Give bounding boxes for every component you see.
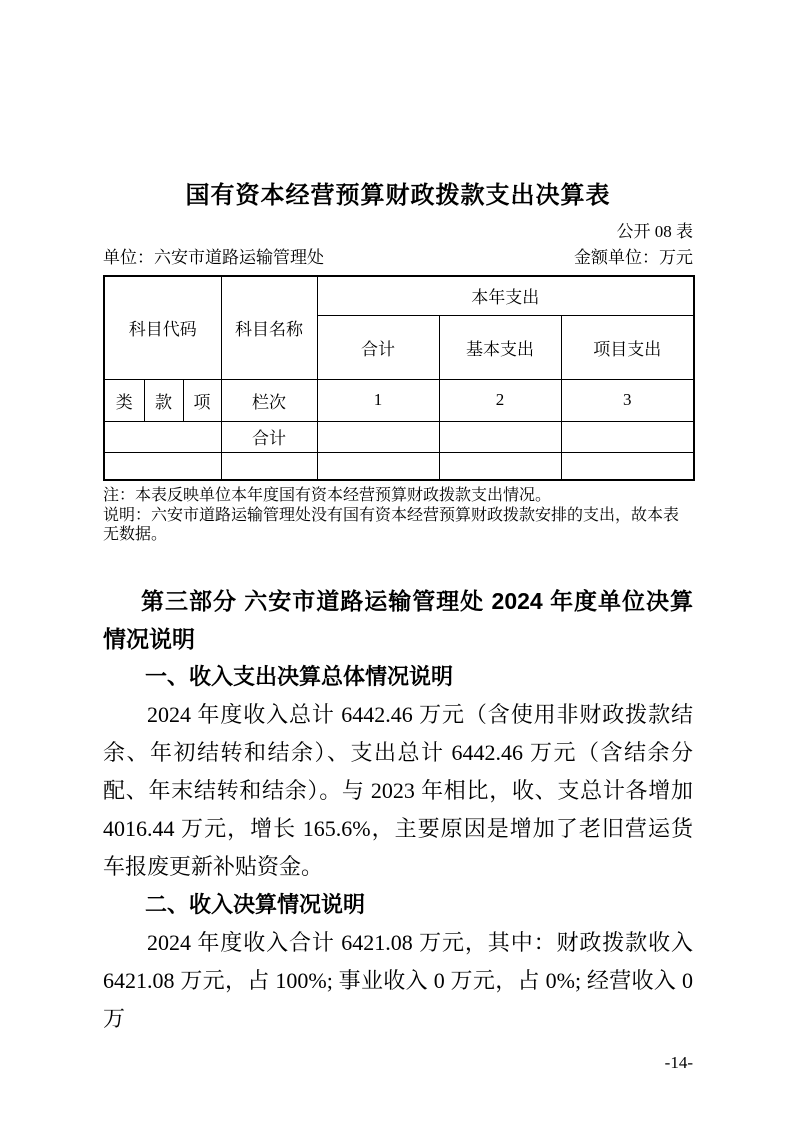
row-basic-cell xyxy=(439,421,561,452)
row-name-cell: 合计 xyxy=(221,421,317,452)
table-notes xyxy=(103,486,693,545)
row-total-cell xyxy=(317,421,439,452)
row-project-cell xyxy=(561,452,694,480)
row-name-cell xyxy=(221,452,317,480)
table-row xyxy=(104,452,694,480)
row-code-cell xyxy=(104,452,221,480)
table-code-label: 公开 08 表 xyxy=(616,222,693,241)
paragraph-income-details: 2024 年度收入合计 6421.08 万元，其中：财政拨款收入 6421.08 万元，占 100%; 事业收入 0 万元，占 0%; 经营收入 0 万 xyxy=(103,929,693,1031)
page-content xyxy=(103,0,693,1073)
table-meta-row xyxy=(103,248,693,268)
unit-label: 单位：六安市道路运输管理处 xyxy=(103,248,324,267)
column-number-3: 3 xyxy=(561,379,694,421)
note-line-1: 注：本表反映单位本年度国有资本经营预算财政拨款支出情况。 xyxy=(103,487,552,504)
row-project-cell xyxy=(561,421,694,452)
code-section-cell: 款 xyxy=(144,379,183,421)
code-class-cell: 类 xyxy=(104,379,144,421)
note-line-2: 说明：六安市道路运输管理处没有国有资本经营预算财政拨款安排的支出，故本表无数据。 xyxy=(103,506,680,543)
header-total: 合计 xyxy=(317,315,439,379)
section-heading-2: 二、收入决算情况说明 xyxy=(145,891,366,917)
column-index-row xyxy=(104,379,694,421)
table-row xyxy=(104,421,694,452)
row-code-cell xyxy=(104,421,221,452)
header-current-year-expenditure: 本年支出 xyxy=(317,276,694,315)
amount-unit-label: 金额单位：万元 xyxy=(574,248,693,267)
header-subject-name: 科目名称 xyxy=(221,276,317,379)
document-title: 国有资本经营预算财政拨款支出决算表 xyxy=(185,182,611,209)
budget-table xyxy=(103,275,695,481)
header-subject-code: 科目代码 xyxy=(104,276,221,379)
paragraph-income-expenditure-overview: 2024 年度收入总计 6442.46 万元（含使用非财政拨款结余、年初结转和结余）、支出总计 6442.46 万元（含结余分配、年末结转和结余）。与 2023 年相比，收、支总计各增加 4016.44 万元，增长 165.6%，主要原因是增加了老旧营运货车报废更新补贴资金。 xyxy=(103,701,693,879)
column-label-cell: 栏次 xyxy=(221,379,317,421)
code-item-cell: 项 xyxy=(183,379,221,421)
table-header-row-1 xyxy=(104,276,694,315)
body-text xyxy=(103,582,693,1038)
page-number: -14- xyxy=(664,1052,693,1072)
column-number-1: 1 xyxy=(317,379,439,421)
header-basic-expenditure: 基本支出 xyxy=(439,315,561,379)
column-number-2: 2 xyxy=(439,379,561,421)
section-heading-1: 一、收入支出决算总体情况说明 xyxy=(145,663,454,689)
row-basic-cell xyxy=(439,452,561,480)
row-total-cell xyxy=(317,452,439,480)
header-project-expenditure: 项目支出 xyxy=(561,315,694,379)
part3-heading: 第三部分 六安市道路运输管理处 2024 年度单位决算情况说明 xyxy=(103,587,693,652)
